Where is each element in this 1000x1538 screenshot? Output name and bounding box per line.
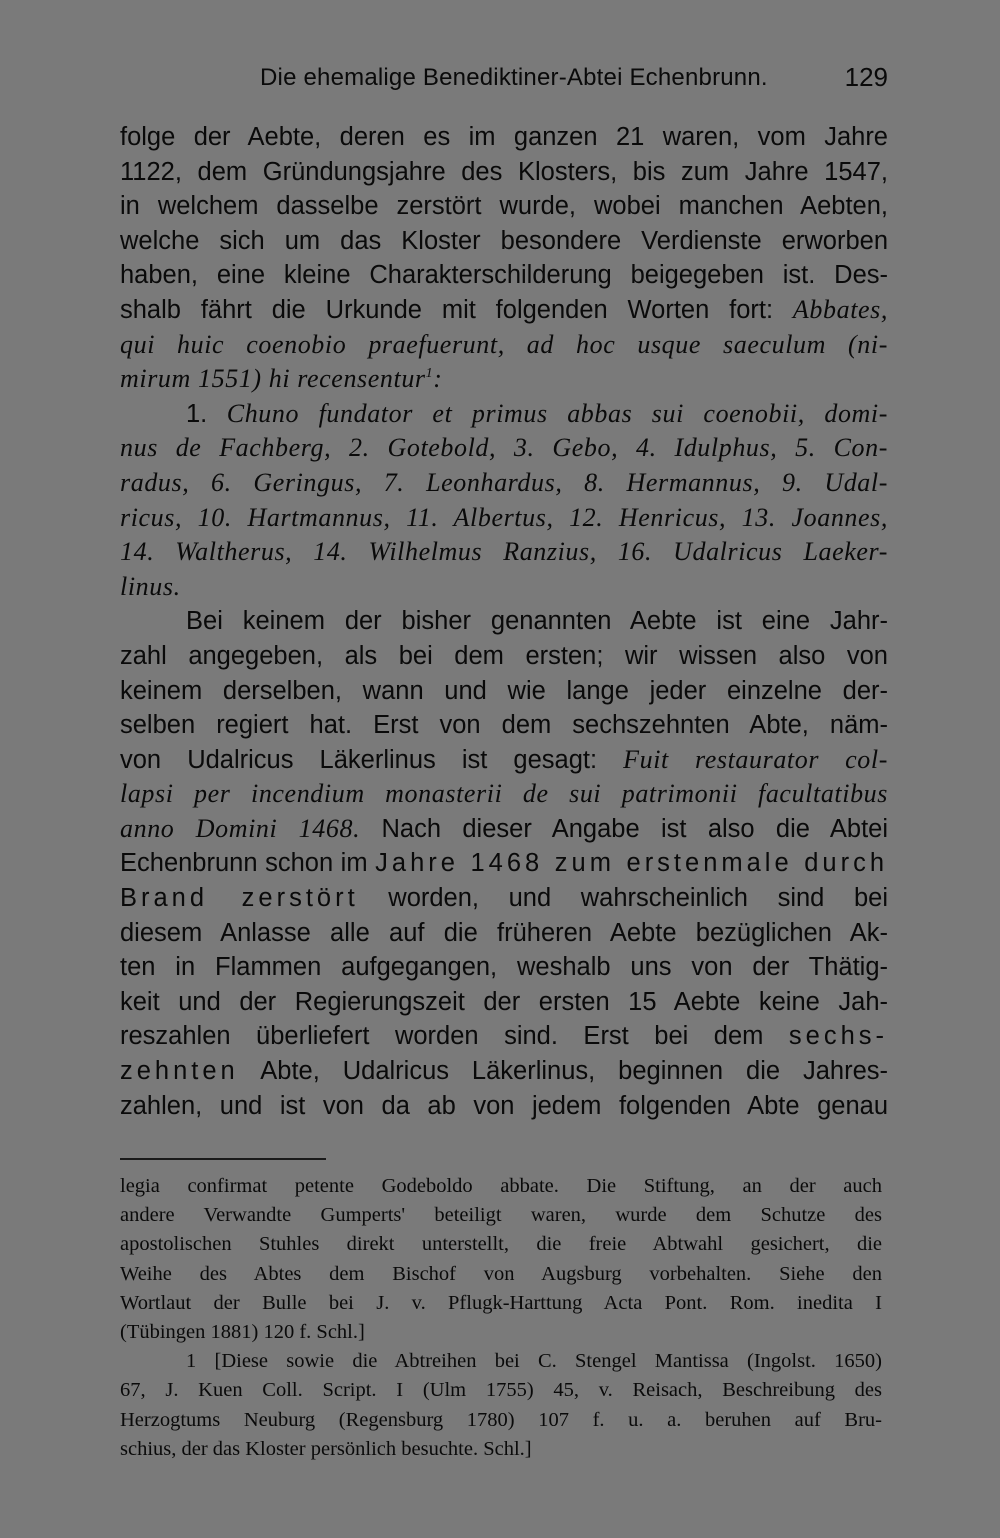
text-line: welche sich um das Kloster besondere Verdienste erworben (120, 226, 888, 255)
text-span: Nach dieser Angabe ist also die Abtei (360, 814, 888, 843)
page-header (120, 58, 890, 98)
text-span: shalb fährt die Urkunde mit folgenden Worten fort: (120, 295, 793, 324)
footnote-line: (Tübingen 1881) 120 f. Schl.] (120, 1320, 365, 1343)
abbot-list-line: nus de Fachberg, 2. Gotebold, 3. Gebo, 4. Idulphus, 5. Con- (120, 433, 888, 463)
text-span: reszahlen überliefert worden sind. Erst bei dem (120, 1022, 789, 1051)
spaced-text: Brand zerstört (120, 884, 359, 913)
text-line: folge der Aebte, deren es im ganzen 21 waren, vom Jahre (120, 123, 888, 151)
footnote-line: Weihe des Abtes dem Bischof von Augsburg vorbehalten. Siehe den (120, 1262, 882, 1285)
text-line: zahlen, und ist von da ab von jedem folgenden Abte genau (120, 1091, 888, 1120)
page-number: 129 (844, 62, 888, 92)
latin-line: lapsi per incendium monasterii de sui patrimonii facultatibus (120, 779, 888, 809)
spaced-text: sechs- (788, 1022, 888, 1051)
abbot-list-line: ricus, 10. Hartmannus, 11. Albertus, 12. Henricus, 13. Joannes, (120, 502, 888, 532)
running-title: Die ehemalige Benediktiner-Abtei Echenbrunn. (260, 64, 768, 91)
text-span: Echenbrunn schon im (120, 849, 376, 878)
text-line: haben, eine kleine Charakterschilderung beigegeben ist. Des- (120, 261, 888, 290)
text-span: : (433, 364, 443, 394)
main-text (120, 120, 888, 1123)
spaced-text: zehnten (120, 1057, 239, 1086)
text-line (120, 1054, 888, 1089)
footnote-line: Herzogtums Neuburg (Regensburg 1780) 107 f. u. a. beruhen auf Bru- (120, 1408, 882, 1431)
text-line (120, 1019, 888, 1054)
text-line: ten in Flammen aufgegangen, weshalb uns von der Thätig- (120, 953, 888, 982)
text-line: keit und der Regierungszeit der ersten 15 Aebte keine Jah- (120, 987, 888, 1016)
text-line: zahl angegeben, als bei dem ersten; wir wissen also von (120, 641, 888, 670)
footnotes (120, 1172, 882, 1464)
latin-line: qui huic coenobio praefuerunt, ad hoc usque saeculum (ni- (120, 329, 888, 359)
footnote-line: andere Verwandte Gumperts' beteiligt waren, wurde dem Schutze des (120, 1204, 882, 1227)
abbot-list-line: radus, 6. Geringus, 7. Leonhardus, 8. Hermannus, 9. Udal- (120, 467, 888, 497)
footnote-line: 1 [Diese sowie die Abtreihen bei C. Stengel Mantissa (Ingolst. 1650) (186, 1350, 882, 1373)
latin-text: Abbates, (792, 294, 888, 324)
abbot-list-line: 14. Waltherus, 14. Wilhelmus Ranzius, 16. Udalricus Laeker- (120, 537, 888, 567)
text-line (120, 846, 888, 881)
text-line: in welchem dasselbe zerstört wurde, wobei manchen Aebten, (120, 192, 888, 221)
text-line (120, 743, 888, 778)
abbot-list-line (120, 397, 888, 432)
text-line: keinem derselben, wann und wie lange jeder einzelne der- (120, 676, 888, 705)
text-line: Bei keinem der bisher genannten Aebte ist eine Jahr- (186, 607, 888, 636)
latin-text: Fuit restaurator col- (623, 744, 888, 774)
text-span: von Udalricus Läkerlinus ist gesagt: (120, 745, 624, 774)
footnote-rule (120, 1158, 326, 1160)
text-line: selben regiert hat. Erst von dem sechszehnten Abte, näm- (120, 711, 888, 740)
footnote-ref: 1 (425, 366, 434, 382)
footnote-line: legia confirmat petente Godeboldo abbate. Die Stiftung, an der auch (120, 1175, 882, 1197)
latin-line (120, 362, 888, 397)
latin-text: mirum 1551) hi recensentur (120, 364, 426, 394)
footnote-line: 67, J. Kuen Coll. Script. I (Ulm 1755) 45, v. Reisach, Beschreibung des (120, 1379, 882, 1402)
spaced-text: Jahre 1468 zum erstenmale durch (375, 849, 888, 878)
abbot-list-line: linus. (120, 571, 181, 601)
footnote-line: apostolischen Stuhles direkt unterstellt, die freie Abtwahl gesichert, die (120, 1233, 882, 1256)
list-number: 1. (186, 399, 227, 428)
footnote-line: Wortlaut der Bulle bei J. v. Pflugk-Harttung Acta Pont. Rom. inedita I (120, 1291, 882, 1314)
text-line (120, 881, 888, 916)
latin-text: anno Domini 1468. (120, 813, 361, 843)
text-line: 1122, dem Gründungsjahre des Klosters, bis zum Jahre 1547, (120, 157, 888, 186)
text-line: diesem Anlasse alle auf die früheren Aebte bezüglichen Ak- (120, 918, 888, 947)
footnote-line: schius, der das Kloster persönlich besuchte. Schl.] (120, 1437, 532, 1460)
text-line (120, 812, 888, 847)
text-line (120, 293, 888, 328)
text-span: Abte, Udalricus Läkerlinus, beginnen die Jahres- (238, 1057, 888, 1086)
text-span: worden, und wahrscheinlich sind bei (358, 884, 888, 913)
latin-text: Chuno fundator et primus abbas sui coenobii, domi- (226, 398, 888, 428)
